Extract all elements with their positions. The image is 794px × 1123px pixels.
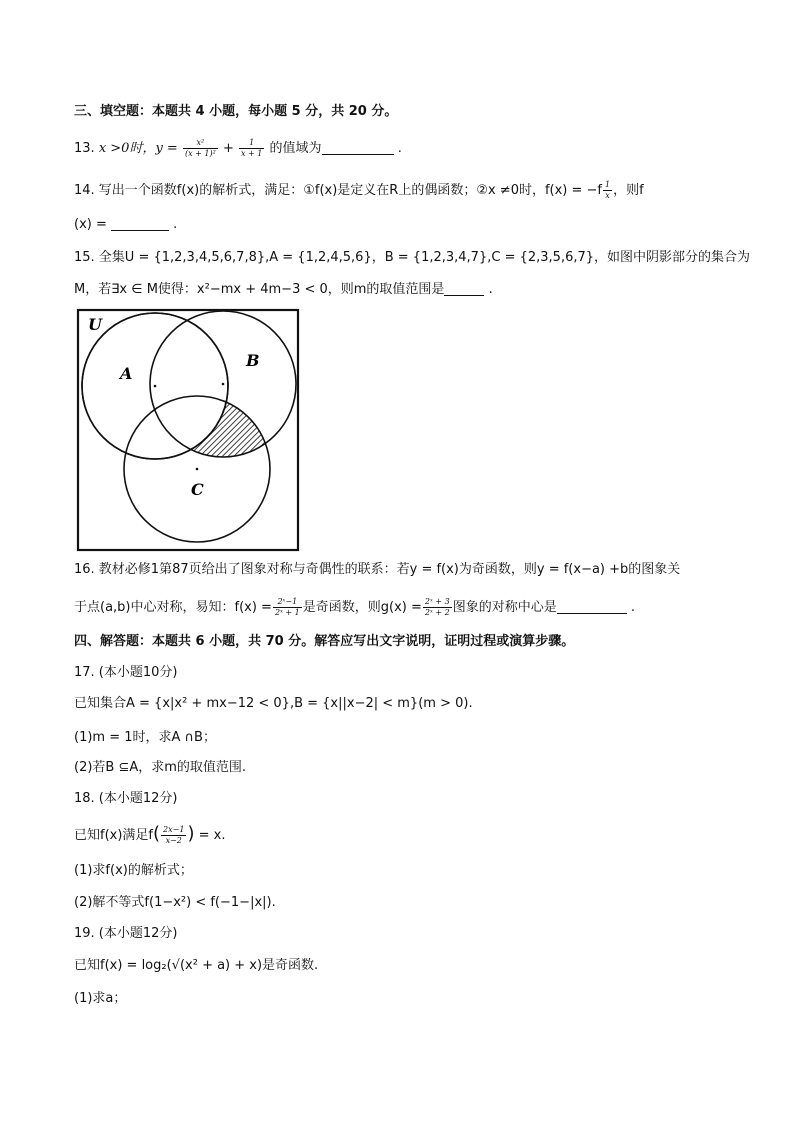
center-dot-b (222, 383, 225, 386)
center-dot-c (196, 468, 199, 471)
q14-answer-blank[interactable] (111, 216, 169, 231)
section3-heading: 三、填空题：本题共 4 小题，每小题 5 分，共 20 分。 (74, 104, 398, 119)
q13-end: . (397, 141, 402, 156)
q13-frac2-numerator: 1 (239, 138, 264, 149)
center-dot-a (154, 385, 157, 388)
q13-frac2-denominator: x + 1 (241, 149, 263, 158)
q18-frac-numerator: 2x−1 (163, 825, 185, 834)
venn-diagram (76, 308, 302, 554)
q16-end: . (630, 600, 635, 615)
q14-frac-numerator: 1 (605, 180, 611, 189)
question-15-line-1: 15. 全集U = {1,2,3,4,5,6,7,8},A = {1,2,4,5,6}，B = {1,2,3,4,7},C = {2,3,5,6,7}，如图中阴影部分的集合为 (74, 250, 751, 265)
q17-title: 17. (本小题10分) (74, 665, 178, 680)
q13-frac1-denominator: (x + 1)² (184, 149, 216, 158)
q18-fraction (161, 825, 186, 846)
q14-end: . (173, 217, 178, 232)
q14-fraction (603, 180, 612, 201)
q18-stem-lead: 已知f(x)满足f (74, 828, 153, 843)
question-15-line-2 (74, 280, 493, 300)
q16-frac1-numerator: 2ˣ−1 (273, 597, 302, 608)
label-a: A (120, 364, 133, 383)
q16-frac2-denominator: 2ˣ + 2 (424, 608, 450, 617)
q16-answer-blank[interactable] (557, 599, 627, 614)
q18-paren-close: ) (187, 823, 195, 844)
q16-frac2-numerator: 2ˣ + 3 (424, 597, 450, 606)
label-c: C (191, 480, 204, 499)
q13-frac1-numerator: x² (183, 138, 218, 149)
label-u: U (88, 315, 102, 334)
q16-text-a: 于点(a,b)中心对称，易知：f(x) = (74, 600, 272, 615)
q13-plus: + (222, 141, 234, 156)
q13-answer-blank[interactable] (322, 140, 394, 155)
q18-paren-open: ( (153, 823, 161, 844)
q13-fraction-1 (183, 138, 218, 159)
q18-part-1: (1)求f(x)的解析式； (74, 863, 193, 878)
q19-part-1: (1)求a； (74, 991, 127, 1006)
q18-stem-tail: = x. (198, 828, 226, 843)
q15-line2-text: M，若∃x ∈ M使得：x²−mx + 4m−3 < 0，则m的取值范围是 (74, 282, 445, 297)
q19-stem: 已知f(x) = log₂(√(x² + a) + x)是奇函数. (74, 958, 319, 973)
q17-part-1: (1)m = 1时，求A ∩B； (74, 730, 216, 745)
q14-text-b: ，则f (613, 183, 644, 198)
q18-title: 18. (本小题12分) (74, 791, 178, 806)
q17-stem: 已知集合A = {x|x² + mx−12 < 0},B = {x||x−2| < m}(m > 0). (74, 696, 473, 711)
q14-line2-lead: (x) = (74, 217, 107, 232)
q16-text-b: 是奇函数，则g(x) = (302, 600, 422, 615)
question-13 (74, 138, 402, 159)
question-16-line-2 (74, 597, 635, 618)
q16-text-c: 图象的对称中心是 (452, 600, 557, 615)
q14-frac-denominator: x (605, 191, 610, 200)
q17-part-2: (2)若B ⊆A，求m的取值范围. (74, 760, 247, 775)
q13-tail: 的值域为 (269, 141, 322, 156)
q18-frac-denominator: x−2 (165, 836, 182, 845)
section4-heading: 四、解答题：本题共 6 小题，共 70 分。解答应写出文字说明，证明过程或演算步骤。 (74, 634, 575, 649)
label-b: B (246, 351, 260, 370)
q18-stem (74, 824, 225, 846)
question-14-line-1 (74, 180, 644, 201)
q14-text-a: 14. 写出一个函数f(x)的解析式，满足：①f(x)是定义在R上的偶函数；②x ≠0时，f(x) = −f (74, 183, 603, 198)
q18-part-2: (2)解不等式f(1−x²) < f(−1−|x|). (74, 895, 276, 910)
q13-number: 13. (74, 141, 95, 156)
question-16-line-1: 16. 教材必修1第87页给出了图象对称与奇偶性的联系：若y = f(x)为奇函数，则y = f(x−a) +b的图象关 (74, 562, 681, 577)
q15-answer-blank[interactable] (444, 281, 484, 296)
q13-fraction-2 (239, 138, 264, 159)
q15-end: . (488, 282, 493, 297)
q19-title: 19. (本小题12分) (74, 926, 178, 941)
q16-fraction-1 (273, 597, 302, 618)
q16-frac1-denominator: 2ˣ + 1 (274, 608, 300, 617)
q13-condition: x >0时，y = (98, 141, 178, 156)
q16-fraction-2 (423, 597, 452, 618)
question-14-line-2 (74, 215, 177, 235)
